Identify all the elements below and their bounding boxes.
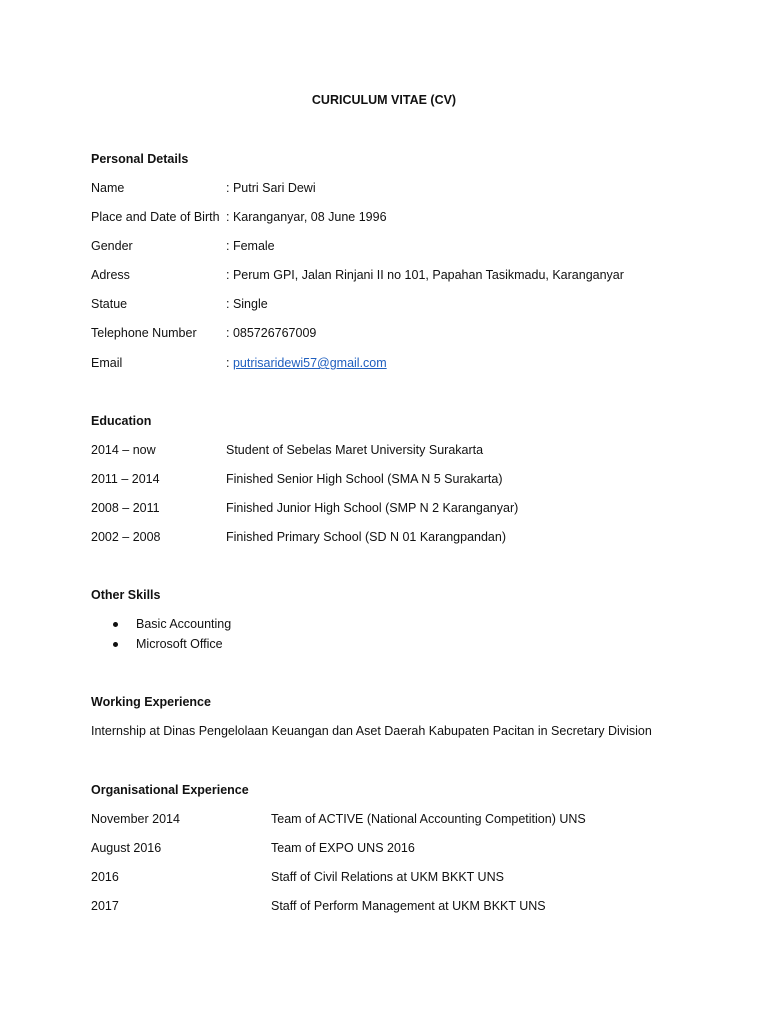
- education-period: 2008 – 2011: [91, 501, 160, 515]
- personal-value: : Karanganyar, 08 June 1996: [226, 210, 387, 224]
- organisation-row: [91, 841, 728, 859]
- education-row: [91, 501, 728, 519]
- personal-label: Adress: [91, 268, 130, 282]
- organisation-desc: Staff of Perform Management at UKM BKKT UNS: [271, 899, 546, 913]
- personal-row-gender: [91, 239, 728, 257]
- work-text: Internship at Dinas Pengelolaan Keuangan dan Aset Daerah Kabupaten Pacitan in Secretary Division: [91, 724, 652, 738]
- education-row: [91, 443, 728, 461]
- personal-label: Place and Date of Birth: [91, 210, 220, 224]
- email-prefix: :: [226, 356, 233, 370]
- personal-row-address: [91, 268, 728, 286]
- education-period: 2014 – now: [91, 443, 156, 457]
- organisation-desc: Team of EXPO UNS 2016: [271, 841, 415, 855]
- document-title: CURICULUM VITAE (CV): [311, 93, 457, 107]
- skill-label: Basic Accounting: [136, 617, 232, 631]
- personal-label: Gender: [91, 239, 133, 253]
- email-link[interactable]: putrisaridewi57@gmail.com: [232, 356, 387, 370]
- organisation-desc: Staff of Civil Relations at UKM BKKT UNS: [271, 870, 504, 884]
- education-period: 2002 – 2008: [91, 530, 161, 544]
- organisation-when: August 2016: [91, 841, 162, 855]
- personal-row-birth: [91, 210, 728, 228]
- personal-value: : Putri Sari Dewi: [226, 181, 316, 195]
- personal-details-heading: Personal Details: [91, 152, 189, 166]
- organisation-desc: Team of ACTIVE (National Accounting Competition) UNS: [271, 812, 586, 826]
- personal-label: Name: [91, 181, 125, 195]
- education-desc: Student of Sebelas Maret University Surakarta: [226, 443, 484, 457]
- personal-row-phone: [91, 326, 728, 344]
- education-desc: Finished Junior High School (SMP N 2 Karanganyar): [226, 501, 519, 515]
- personal-value: : Perum GPI, Jalan Rinjani II no 101, Papahan Tasikmadu, Karanganyar: [226, 268, 624, 282]
- personal-label: Telephone Number: [91, 326, 197, 340]
- skill-label: Microsoft Office: [136, 637, 223, 651]
- education-heading: Education: [91, 414, 152, 428]
- education-period: 2011 – 2014: [91, 472, 160, 486]
- education-desc: Finished Senior High School (SMA N 5 Surakarta): [226, 472, 503, 486]
- education-row: [91, 472, 728, 490]
- education-row: [91, 530, 728, 548]
- personal-value: : Female: [226, 239, 275, 253]
- personal-label: Email: [91, 356, 123, 370]
- organisation-heading: Organisational Experience: [91, 783, 249, 797]
- personal-row-name: [91, 181, 728, 199]
- organisation-row: [91, 812, 728, 830]
- organisation-when: 2016: [91, 870, 119, 884]
- organisation-when: 2017: [91, 899, 119, 913]
- bullet-icon: [113, 622, 118, 627]
- email-value-wrapper: [226, 356, 387, 370]
- personal-row-status: [91, 297, 728, 315]
- personal-value: : Single: [226, 297, 268, 311]
- list-item: [91, 617, 231, 637]
- personal-row-email: [91, 356, 728, 374]
- list-item: [91, 637, 231, 657]
- education-desc: Finished Primary School (SD N 01 Karangpandan): [226, 530, 506, 544]
- personal-value: : 085726767009: [226, 326, 317, 340]
- organisation-row: [91, 870, 728, 888]
- work-heading: Working Experience: [91, 695, 211, 709]
- organisation-when: November 2014: [91, 812, 180, 826]
- bullet-icon: [113, 642, 118, 647]
- skills-list: [91, 617, 231, 657]
- personal-label: Statue: [91, 297, 128, 311]
- skills-heading: Other Skills: [91, 588, 161, 602]
- organisation-row: [91, 899, 728, 917]
